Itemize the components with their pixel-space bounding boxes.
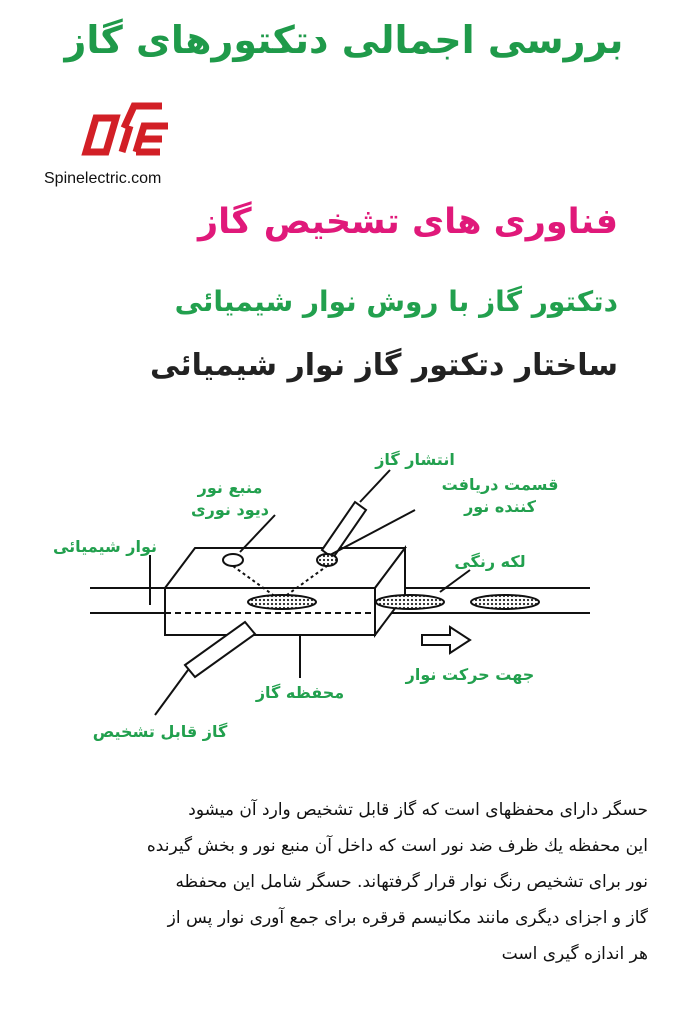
method-title: دتکتور گاز با روش نوار شیمیائی xyxy=(174,285,618,318)
page-title: بررسی اجمالی دتکتورهای گاز xyxy=(64,18,624,62)
label-receiver-1: قسمت دریافت xyxy=(441,475,559,494)
description-line: نور برای تشخیص رنگ نوار قرار گرفتهاند. حسگر شامل این محفظه xyxy=(175,872,648,892)
chamber-top xyxy=(165,548,405,588)
label-gas-diffusion: انتشار گاز xyxy=(375,450,455,469)
chemical-tape-detector-diagram xyxy=(30,430,670,760)
light-source-diode xyxy=(223,554,243,566)
description-paragraph xyxy=(40,792,648,972)
description-line: حسگر دارای محفظهای است که گاز قابل تشخیص وارد آن میشود xyxy=(188,800,648,820)
sample-spot xyxy=(248,595,316,609)
description-line: هر اندازه گیری است xyxy=(501,944,648,964)
logo-url: Spinelectric.com xyxy=(44,170,162,187)
label-light-source-2: دیود نوری xyxy=(191,500,269,519)
label-color-spot: لکه رنگی xyxy=(454,552,526,571)
label-gas-chamber: محفظه گاز xyxy=(255,683,345,702)
description-line: این محفظه يك ظرف ضد نور است که داخل آن منبع نور و بخش گیرنده xyxy=(146,836,648,856)
spinelectric-logo xyxy=(72,98,182,160)
description-line: گاز و اجزای دیگری مانند مکانیسم قرقره برای جمع آوری نوار پس از xyxy=(167,908,648,928)
color-spot-1 xyxy=(376,595,444,609)
structure-title: ساختار دتکتور گاز نوار شیمیائی xyxy=(150,348,618,383)
tape-direction-arrow xyxy=(422,627,470,653)
label-detectable-gas: گاز قابل تشخیص xyxy=(92,722,228,741)
label-chemical-tape: نوار شیمیائی xyxy=(52,537,158,556)
label-receiver-2: کننده نور xyxy=(464,497,536,516)
color-spot-2 xyxy=(471,595,539,609)
section-heading: فناوری های تشخیص گاز xyxy=(197,202,618,242)
label-tape-direction: جهت حرکت نوار xyxy=(405,665,535,684)
light-receiver xyxy=(317,554,337,566)
label-light-source-1: منبع نور xyxy=(197,478,263,497)
